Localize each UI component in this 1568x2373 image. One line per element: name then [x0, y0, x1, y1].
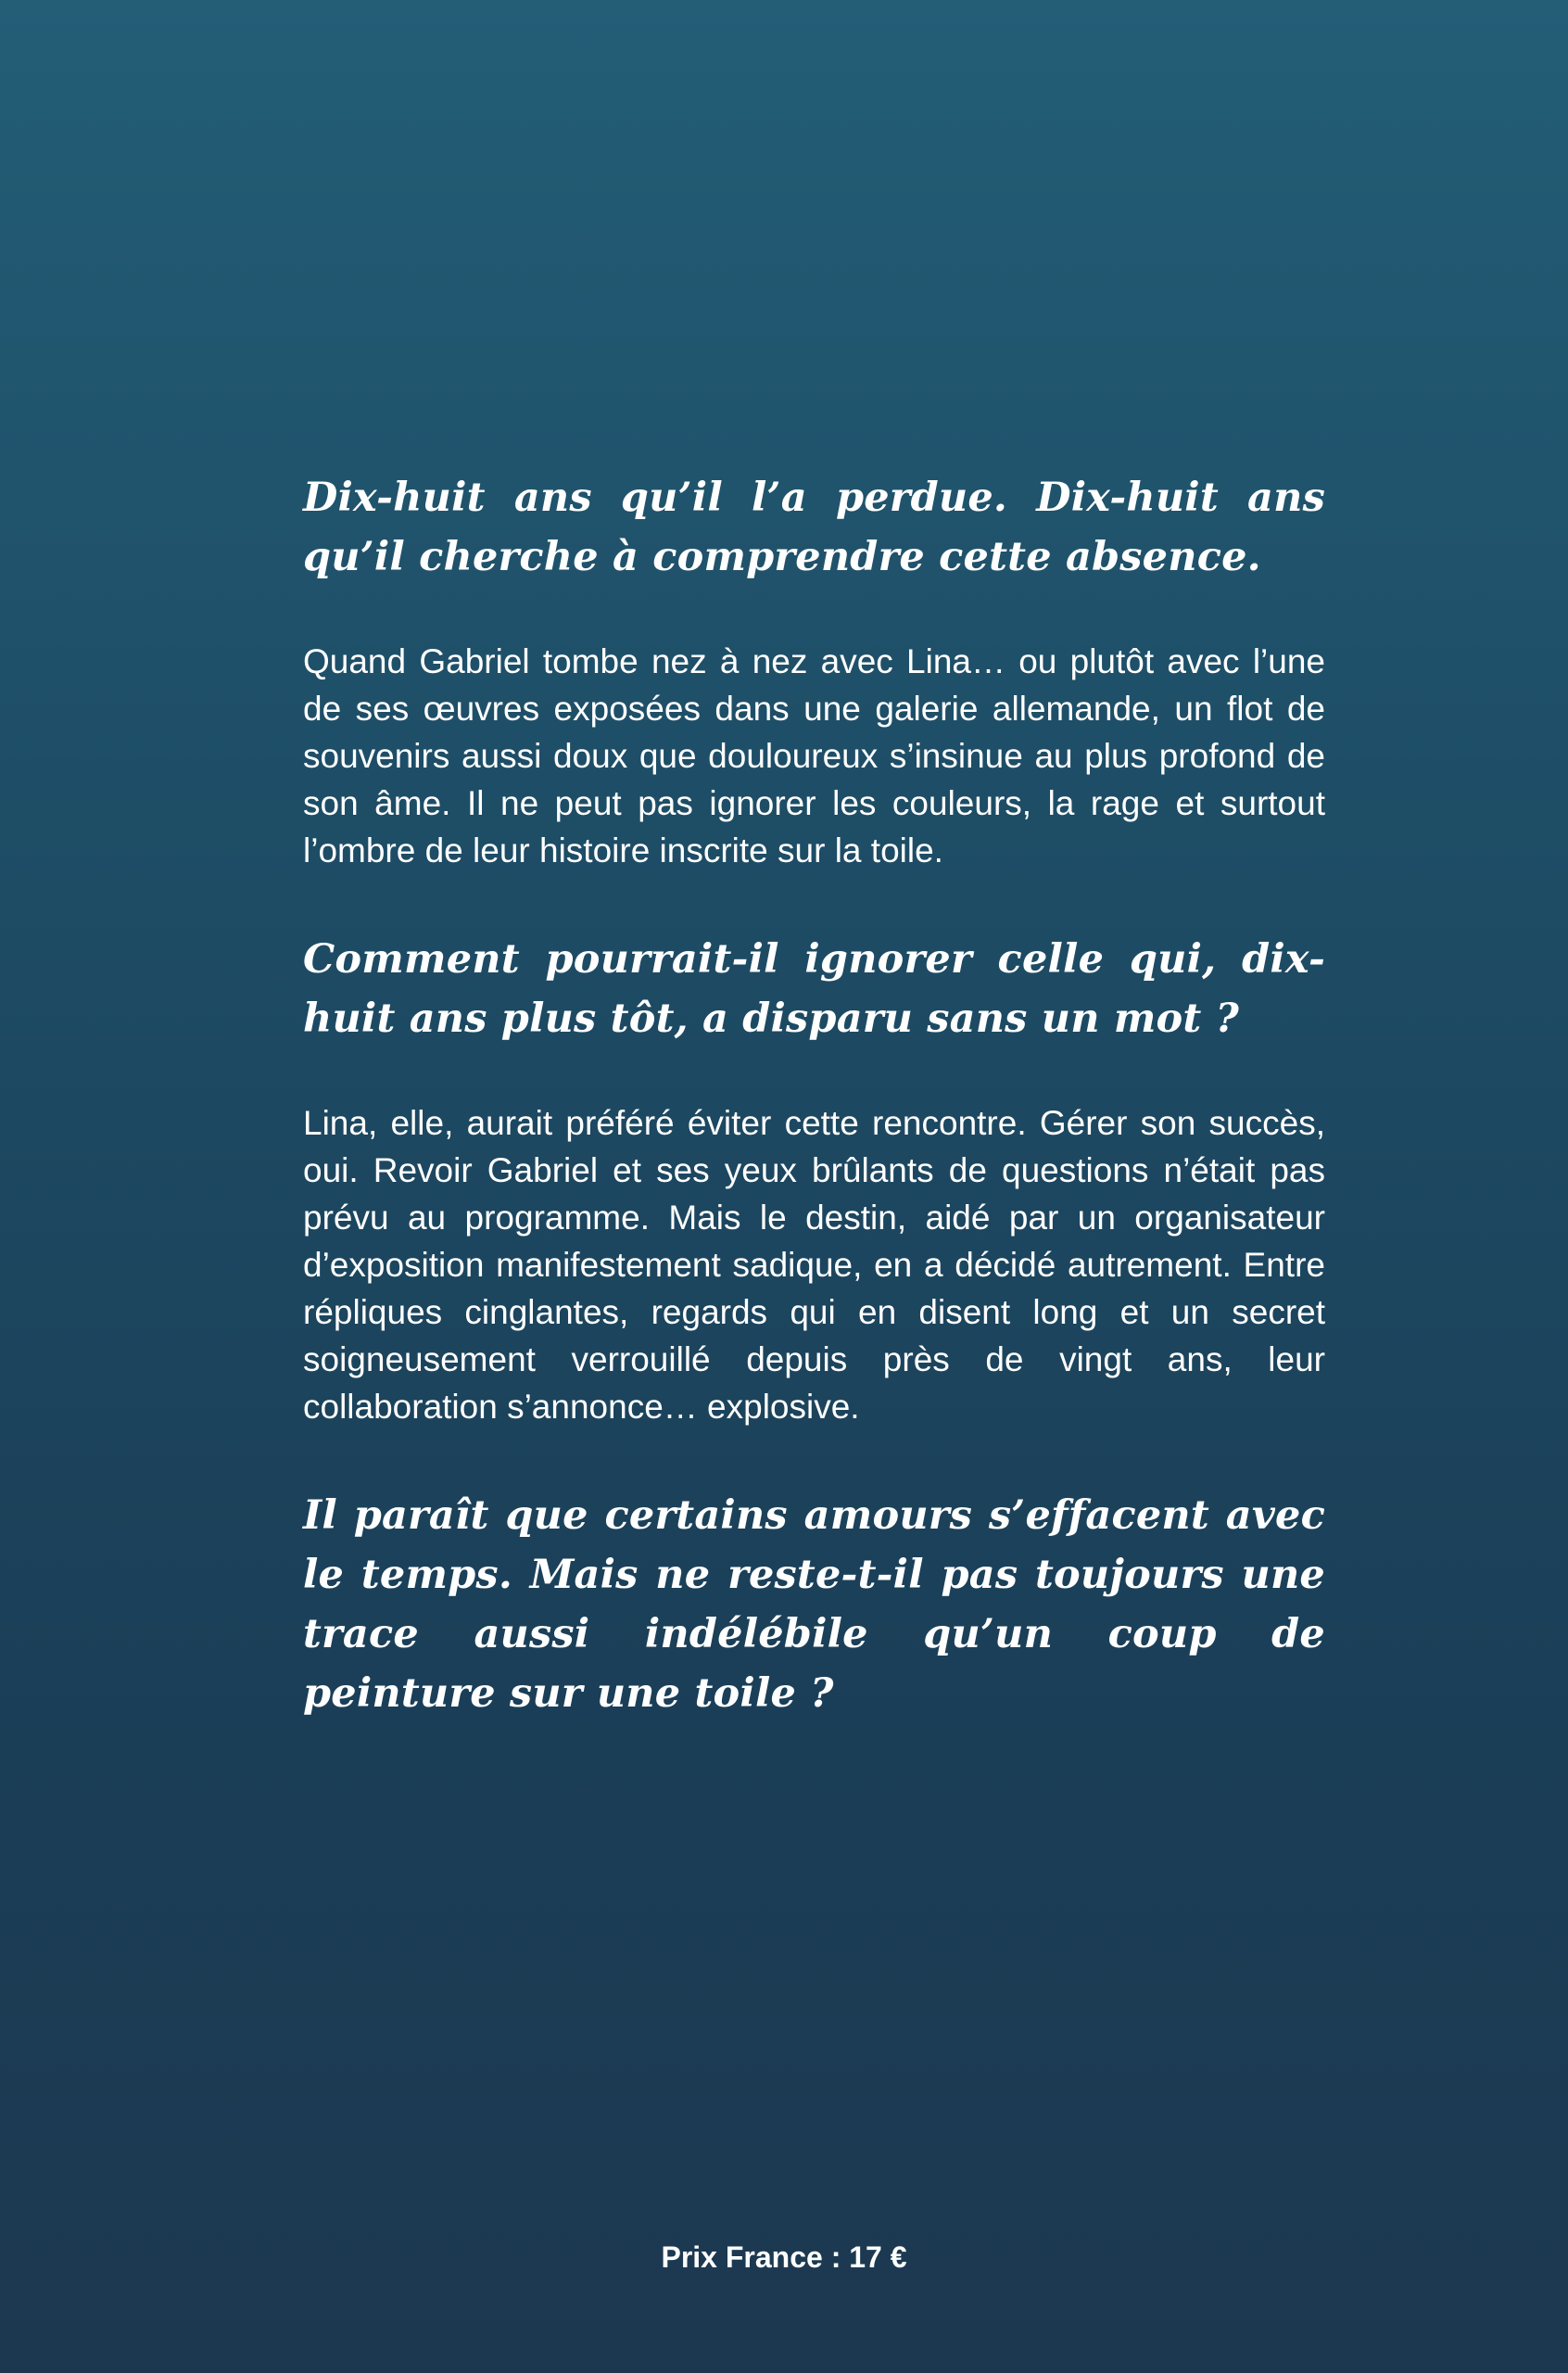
hook-heading-1: Dix-huit ans qu’il l’a perdue. Dix-huit ans qu’il cherche à comprendre cette absence. [303, 475, 1325, 580]
blurb-paragraph-2: Lina, elle, aurait préféré éviter cette rencontre. Gérer son succès, oui. Revoir Gabriel et ses yeux brûlants de questions n’était pas prévu au programme. Mais le destin, aidé par un organisateur d’exposition manifestement sadique, en a décidé autrement. Entre répliques cinglantes, regards qui en disent long et un secret soigneusement verrouillé depuis près de vingt ans, leur collaboration s’annonce… explosive. [303, 1104, 1325, 1426]
hook-heading-2: Comment pourrait-il ignorer celle qui, dix-huit ans plus tôt, a disparu sans un mot ? [303, 936, 1325, 1042]
blurb [303, 468, 1325, 1723]
price-label: Prix France : 17 € [661, 2240, 907, 2274]
hook-heading-3: Il paraît que certains amours s’effacent avec le temps. Mais ne reste-t-il pas toujours une trace aussi indélébile qu’un coup de peinture sur une toile ? [303, 1492, 1325, 1717]
blurb-paragraph-1: Quand Gabriel tombe nez à nez avec Lina… ou plutôt avec l’une de ses œuvres exposées dans une galerie allemande, un flot de souvenirs aussi doux que douloureux s’insinue au plus profond de son âme. Il ne peut pas ignorer les couleurs, la rage et surtout l’ombre de leur histoire inscrite sur la toile. [303, 642, 1325, 869]
